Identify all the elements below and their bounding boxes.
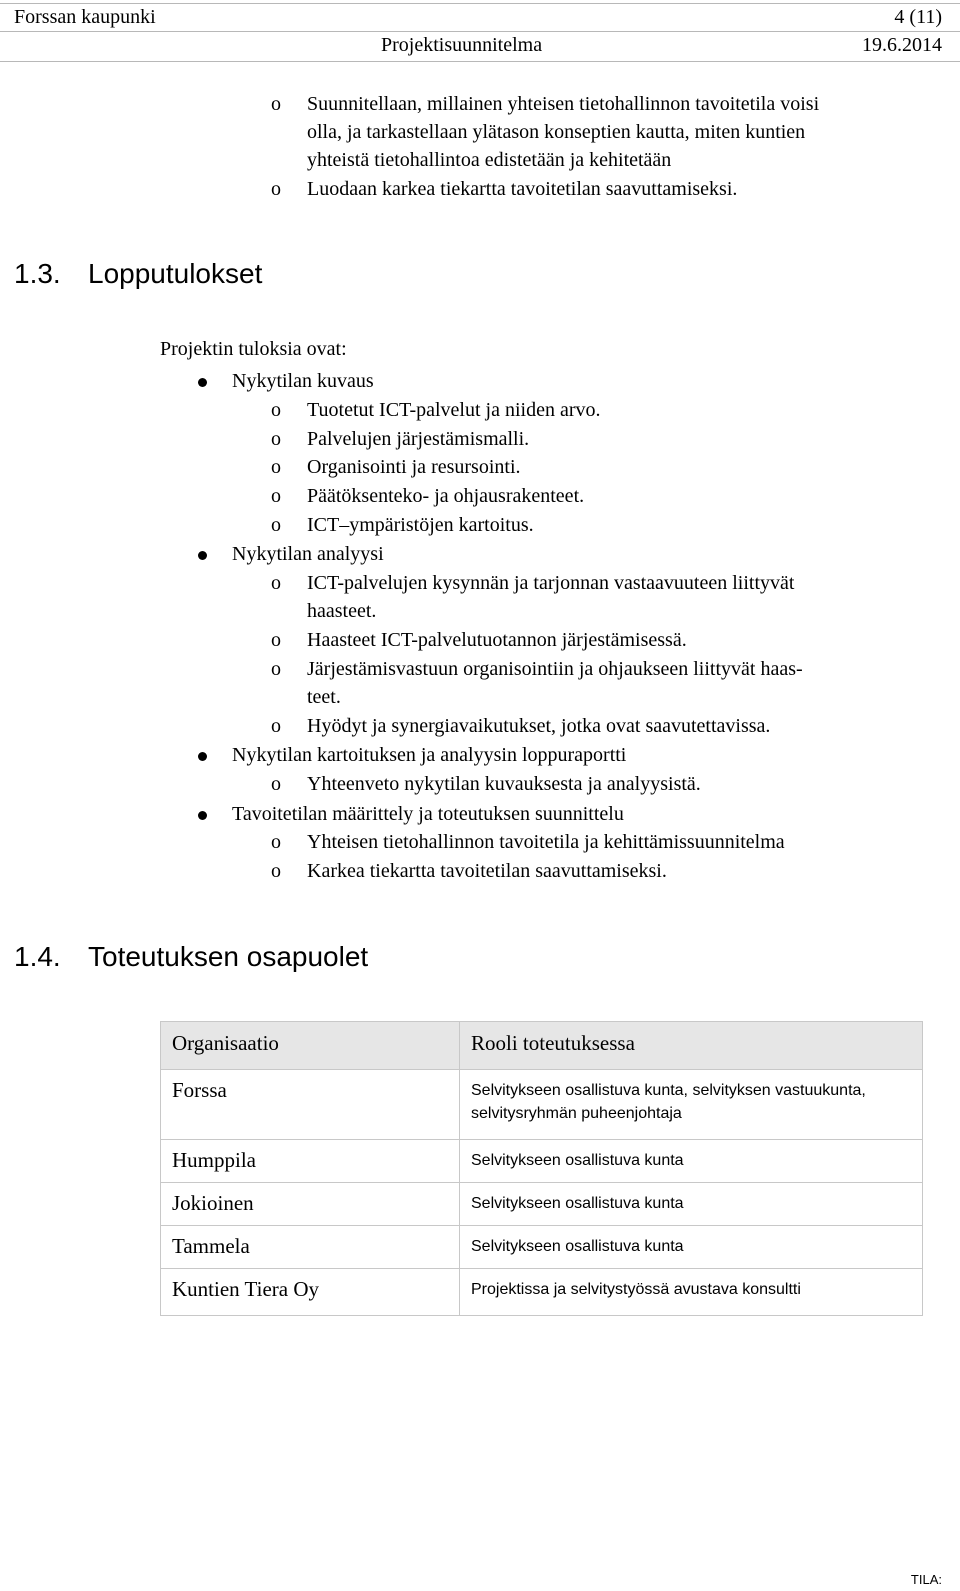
result-sub-item: teet. xyxy=(307,686,341,708)
sub-bullet-glyph: o xyxy=(271,773,281,795)
participants-table xyxy=(160,1021,923,1316)
organization-cell: Forssa xyxy=(161,1070,460,1140)
result-item-label: Tavoitetilan määrittely ja toteutuksen suunnittelu xyxy=(232,803,624,825)
bullet-dot xyxy=(198,378,207,387)
result-sub-item: Tuotetut ICT-palvelut ja niiden arvo. xyxy=(307,399,601,421)
result-sub-item: Haasteet ICT-palvelutuotannon järjestämisessä. xyxy=(307,629,687,651)
result-sub-item: Organisointi ja resursointi. xyxy=(307,456,521,478)
page-header xyxy=(0,0,960,64)
footer-status-label: TILA: xyxy=(910,1572,942,1587)
table-row xyxy=(161,1183,923,1226)
table-row xyxy=(161,1269,923,1316)
header-document-title: Projektisuunnitelma xyxy=(381,34,543,56)
sub-bullet-glyph: o xyxy=(271,715,281,737)
sub-bullet-glyph: o xyxy=(271,485,281,507)
sub-bullet-glyph: o xyxy=(271,399,281,421)
result-sub-item: ICT-palvelujen kysynnän ja tarjonnan vastaavuuteen liittyvät xyxy=(307,572,795,594)
organization-cell: Tammela xyxy=(161,1226,460,1269)
bullet-dot xyxy=(198,752,207,761)
bullet-dot xyxy=(198,811,207,820)
organization-cell: Kuntien Tiera Oy xyxy=(161,1269,460,1316)
role-text-line: selvitysryhmän puheenjohtaja xyxy=(471,1105,682,1122)
intro-line: yhteistä tietohallintoa edistetään ja kehitetään xyxy=(307,149,672,171)
role-cell xyxy=(460,1070,923,1140)
result-sub-item: Hyödyt ja synergiavaikutukset, jotka ovat saavutettavissa. xyxy=(307,715,771,737)
result-item-label: Nykytilan kartoituksen ja analyysin loppuraportti xyxy=(232,744,627,766)
section-number: 1.4. xyxy=(14,941,61,972)
section-number: 1.3. xyxy=(14,258,61,289)
role-cell: Selvitykseen osallistuva kunta xyxy=(460,1183,923,1226)
role-cell: Selvitykseen osallistuva kunta xyxy=(460,1140,923,1183)
table-row xyxy=(161,1070,923,1140)
organization-cell: Humppila xyxy=(161,1140,460,1183)
sub-bullet-glyph: o xyxy=(271,831,281,853)
bullet-dot xyxy=(198,551,207,560)
role-cell: Selvitykseen osallistuva kunta xyxy=(460,1226,923,1269)
sub-bullet-glyph: o xyxy=(271,629,281,651)
result-sub-item: Järjestämisvastuun organisointiin ja ohjaukseen liittyvät haas- xyxy=(307,658,803,680)
header-organization: Forssan kaupunki xyxy=(14,6,156,28)
table-row xyxy=(161,1140,923,1183)
result-item-label: Nykytilan analyysi xyxy=(232,543,384,565)
column-header-organization: Organisaatio xyxy=(161,1022,460,1070)
intro-line: Luodaan karkea tiekartta tavoitetilan saavuttamiseksi. xyxy=(307,178,738,200)
result-sub-item: Karkea tiekartta tavoitetilan saavuttamiseksi. xyxy=(307,860,667,882)
sub-bullet-glyph: o xyxy=(271,456,281,478)
table-header-row xyxy=(161,1022,923,1070)
sub-bullet-glyph: o xyxy=(271,178,281,200)
sub-bullet-glyph: o xyxy=(271,514,281,536)
sub-bullet-glyph: o xyxy=(271,860,281,882)
result-sub-item: ICT–ympäristöjen kartoitus. xyxy=(307,514,534,536)
intro-line: Suunnitellaan, millainen yhteisen tietohallinnon tavoitetila voisi xyxy=(307,93,820,115)
result-sub-item: Yhteisen tietohallinnon tavoitetila ja kehittämissuunnitelma xyxy=(307,831,785,853)
sub-bullet-glyph: o xyxy=(271,572,281,594)
organization-cell: Jokioinen xyxy=(161,1183,460,1226)
sub-bullet-glyph: o xyxy=(271,93,281,115)
section-lead: Projektin tuloksia ovat: xyxy=(160,338,347,360)
result-item-label: Nykytilan kuvaus xyxy=(232,370,374,392)
sub-bullet-glyph: o xyxy=(271,428,281,450)
result-sub-item: haasteet. xyxy=(307,600,377,622)
section-title: Lopputulokset xyxy=(88,258,263,289)
header-page-number: 4 (11) xyxy=(894,6,942,28)
sub-bullet-glyph: o xyxy=(271,658,281,680)
result-sub-item: Yhteenveto nykytilan kuvauksesta ja analyysistä. xyxy=(307,773,701,795)
column-header-role: Rooli toteutuksessa xyxy=(460,1022,923,1070)
result-sub-item: Palvelujen järjestämismalli. xyxy=(307,428,530,450)
intro-line: olla, ja tarkastellaan ylätason konseptien kautta, miten kuntien xyxy=(307,121,806,143)
role-text-line: Selvitykseen osallistuva kunta, selvityksen vastuukunta, xyxy=(471,1082,866,1099)
section-title: Toteutuksen osapuolet xyxy=(88,941,369,972)
header-date: 19.6.2014 xyxy=(862,34,942,56)
result-sub-item: Päätöksenteko- ja ohjausrakenteet. xyxy=(307,485,585,507)
header-rule-bottom xyxy=(0,61,960,62)
table-row xyxy=(161,1226,923,1269)
role-cell: Projektissa ja selvitystyössä avustava konsultti xyxy=(460,1269,923,1316)
